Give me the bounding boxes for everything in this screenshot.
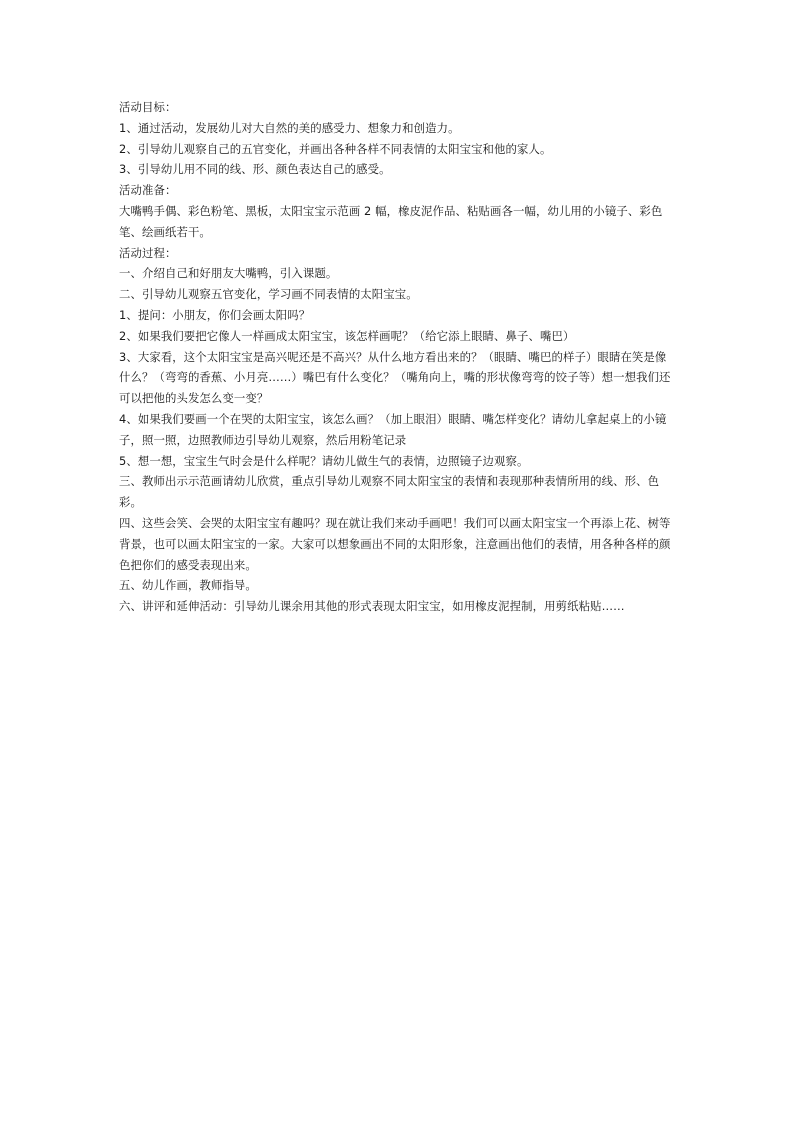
heading-activity-process: 活动过程：: [119, 245, 177, 260]
process-substep-2: 2、如果我们要把它像人一样画成太阳宝宝，该怎样画呢？（给它添上眼睛、鼻子、嘴巴）: [119, 328, 575, 343]
process-substep-4: 4、如果我们要画一个在哭的太阳宝宝，该怎么画？（加上眼泪）眼睛、嘴怎样变化？请幼儿拿起桌上的小镜子，照一照，边照教师边引导幼儿观察，然后用粉笔记录: [119, 411, 667, 447]
goal-item-1: 1、通过活动，发展幼儿对大自然的美的感受力、想象力和创造力。: [119, 120, 460, 135]
process-substep-3: 3、大家看，这个太阳宝宝是高兴呢还是不高兴？从什么地方看出来的？（眼睛、嘴巴的样子）眼睛在笑是像什么？（弯弯的香蕉、小月亮……）嘴巴有什么变化？（嘴角向上，嘴的形状像弯弯的饺子等）想一想我们还可以把他的头发怎么变一变？: [119, 349, 671, 406]
process-step-1: 一、介绍自己和好朋友大嘴鸭，引入课题。: [119, 266, 338, 281]
process-substep-5: 5、想一想，宝宝生气时会是什么样呢？请幼儿做生气的表情，边照镜子边观察。: [119, 453, 529, 468]
heading-activity-goals: 活动目标：: [119, 100, 177, 114]
document-body: [119, 97, 675, 617]
heading-activity-preparation: 活动准备：: [119, 183, 177, 198]
process-step-3: 三、教师出示示范画请幼儿欣赏，重点引导幼儿观察不同太阳宝宝的表情和表现那种表情所用的线、形、色彩。: [119, 474, 660, 510]
goal-item-2: 2、引导幼儿观察自己的五官变化，并画出各种各样不同表情的太阳宝宝和他的家人。: [119, 141, 552, 156]
process-step-5: 五、幼儿作画，教师指导。: [119, 578, 257, 593]
process-step-2: 二、引导幼儿观察五官变化，学习画不同表情的太阳宝宝。: [119, 287, 418, 302]
goal-item-3: 3、引导幼儿用不同的线、形、颜色表达自己的感受。: [119, 162, 391, 177]
process-substep-1: 1、提问：小朋友，你们会画太阳吗？: [119, 307, 311, 322]
process-step-4: 四、这些会笑、会哭的太阳宝宝有趣吗？现在就让我们来动手画吧！我们可以画太阳宝宝一个再添上花、树等背景，也可以画太阳宝宝的一家。大家可以想象画出不同的太阳形象，注意画出他们的表情，用各种各样的颜色把你们的感受表现出来。: [119, 515, 671, 572]
preparation-text: 大嘴鸭手偶、彩色粉笔、黑板，太阳宝宝示范画 2 幅，橡皮泥作品、粘贴画各一幅，幼儿用的小镜子、彩色笔、绘画纸若干。: [119, 203, 663, 239]
process-step-6: 六、讲评和延伸活动：引导幼儿课余用其他的形式表现太阳宝宝，如用橡皮泥捏制，用剪纸粘贴……: [119, 599, 625, 614]
